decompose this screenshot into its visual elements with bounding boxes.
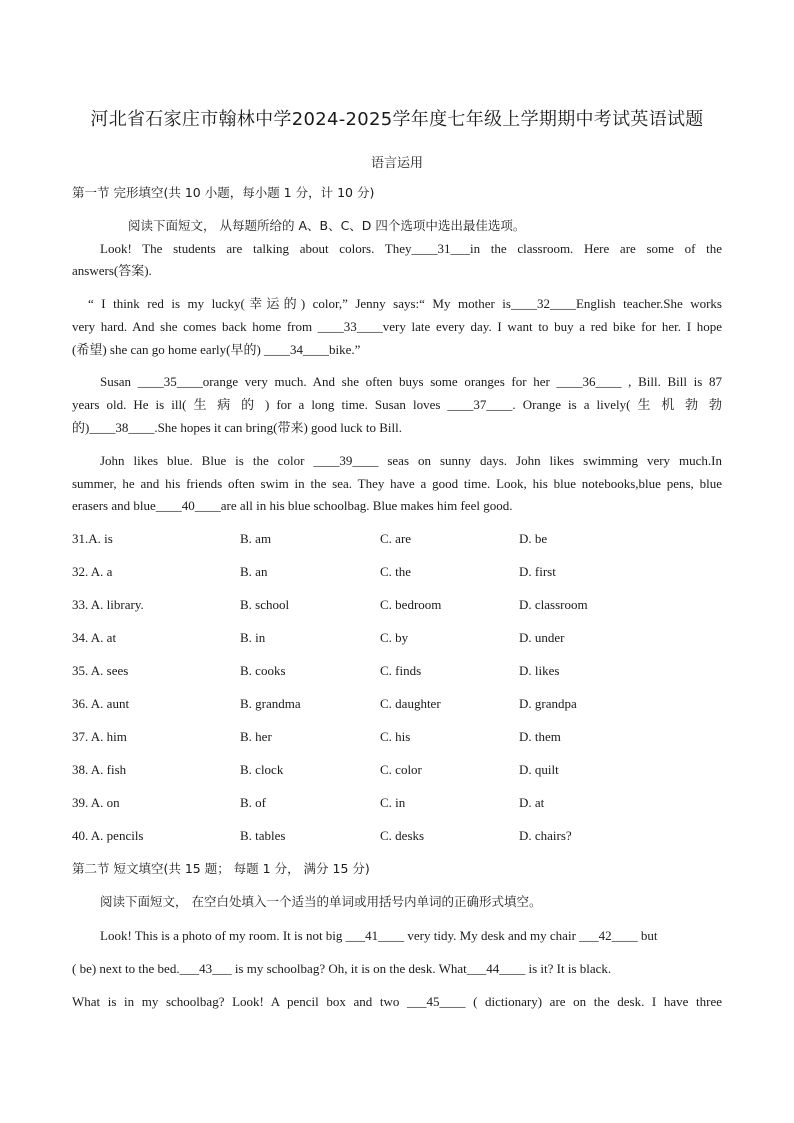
question-row bbox=[72, 522, 722, 555]
question-row bbox=[72, 687, 722, 720]
question-row bbox=[72, 720, 722, 753]
passage1-line: (希望) she can go home early(早的) ____34____bike.” bbox=[72, 342, 361, 357]
section2-instruction: 阅读下面短文， 在空白处填入一个适当的单词或用括号内单词的正确形式填空。 bbox=[100, 894, 542, 909]
question-row bbox=[72, 753, 722, 786]
passage1-line: answers(答案). bbox=[72, 263, 152, 278]
option-d: D. quilt bbox=[519, 762, 559, 777]
section1-instruction: 阅读下面短文， 从每题所给的 A、B、C、D 四个选项中选出最佳选项。 bbox=[128, 218, 526, 233]
option-b: B. her bbox=[240, 729, 272, 744]
option-d: D. classroom bbox=[519, 597, 588, 612]
option-b: B. clock bbox=[240, 762, 284, 777]
option-c: C. his bbox=[380, 729, 411, 744]
option-a: 34. A. at bbox=[72, 630, 117, 645]
option-c: C. daughter bbox=[380, 696, 441, 711]
option-a: 33. A. library. bbox=[72, 597, 144, 612]
option-c: C. finds bbox=[380, 663, 422, 678]
section-subtitle: 语言运用 bbox=[370, 156, 423, 171]
option-c: C. desks bbox=[380, 828, 425, 843]
question-row bbox=[72, 555, 722, 588]
option-b: B. am bbox=[240, 531, 272, 546]
option-c: C. bedroom bbox=[380, 597, 442, 612]
passage1-line: John likes blue. Blue is the color ____39____ seas on sunny days. John likes swimming very much.In bbox=[100, 453, 722, 468]
option-c: C. color bbox=[380, 762, 422, 777]
option-a: 37. A. him bbox=[72, 729, 127, 744]
question-row bbox=[72, 819, 722, 852]
option-b: B. an bbox=[240, 564, 268, 579]
passage1-line: Susan ____35____orange very much. And she often buys some oranges for her ____36____ , Bill. Bill is 87 bbox=[100, 374, 722, 389]
option-d: D. at bbox=[519, 795, 545, 810]
passage1-line: erasers and blue____40____are all in his blue schoolbag. Blue makes him feel good. bbox=[72, 498, 513, 513]
option-d: D. likes bbox=[519, 663, 560, 678]
passage1-line: Look! The students are talking about colors. They____31___in the classroom. Here are some of the bbox=[100, 241, 722, 256]
option-b: B. cooks bbox=[240, 663, 286, 678]
passage1-line: years old. He is ill( 生 病 的 ) for a long time. Susan loves ____37____. Orange is a lively( 生 机 勃 勃 bbox=[72, 397, 722, 412]
section1-heading: 第一节 完形填空(共 10 小题，每小题 1 分，计 10 分) bbox=[72, 185, 375, 200]
option-b: B. in bbox=[240, 630, 266, 645]
option-d: D. grandpa bbox=[519, 696, 577, 711]
option-c: C. by bbox=[380, 630, 409, 645]
question-row bbox=[72, 621, 722, 654]
question-options bbox=[72, 522, 722, 852]
option-c: C. in bbox=[380, 795, 406, 810]
passage1-line: summer, he and his friends often swim in the sea. They have a good time. Look, his blue notebooks,blue pens, blue bbox=[72, 476, 722, 491]
option-a: 38. A. fish bbox=[72, 762, 127, 777]
question-row bbox=[72, 786, 722, 819]
page-title: 河北省石家庄市翰林中学2024-2025学年度七年级上学期期中考试英语试题 bbox=[90, 109, 704, 130]
option-d: D. them bbox=[519, 729, 561, 744]
option-b: B. school bbox=[240, 597, 290, 612]
option-b: B. tables bbox=[240, 828, 286, 843]
option-d: D. be bbox=[519, 531, 548, 546]
option-a: 35. A. sees bbox=[72, 663, 129, 678]
passage1-line: “ I think red is my lucky(幸运的) color,” Jenny says:“ My mother is____32____English teacher.She works bbox=[88, 296, 722, 311]
option-a: 39. A. on bbox=[72, 795, 120, 810]
section2-heading: 第二节 短文填空(共 15 题； 每题 1 分， 满分 15 分) bbox=[72, 861, 370, 876]
option-a: 31.A. is bbox=[72, 531, 113, 546]
passage2-line: Look! This is a photo of my room. It is not big ___41____ very tidy. My desk and my chair ___42____ but bbox=[100, 928, 658, 943]
option-d: D. first bbox=[519, 564, 556, 579]
option-a: 40. A. pencils bbox=[72, 828, 144, 843]
question-row bbox=[72, 654, 722, 687]
option-b: B. grandma bbox=[240, 696, 301, 711]
option-b: B. of bbox=[240, 795, 266, 810]
passage1-line: very hard. And she comes back home from ____33____very late every day. I want to buy a red bike for her. I hope bbox=[72, 319, 722, 334]
option-d: D. chairs? bbox=[519, 828, 572, 843]
passage1-line: 的)____38____.She hopes it can bring(带来) good luck to Bill. bbox=[72, 420, 403, 435]
question-row bbox=[72, 588, 722, 621]
passage2-line: What is in my schoolbag? Look! A pencil box and two ___45____ ( dictionary) are on the desk. I have three bbox=[72, 994, 722, 1009]
option-c: C. are bbox=[380, 531, 412, 546]
option-a: 32. A. a bbox=[72, 564, 113, 579]
passage2-line: ( be) next to the bed.___43___ is my schoolbag? Oh, it is on the desk. What___44____ is it? It is black. bbox=[72, 961, 612, 976]
option-a: 36. A. aunt bbox=[72, 696, 130, 711]
option-d: D. under bbox=[519, 630, 565, 645]
option-c: C. the bbox=[380, 564, 412, 579]
